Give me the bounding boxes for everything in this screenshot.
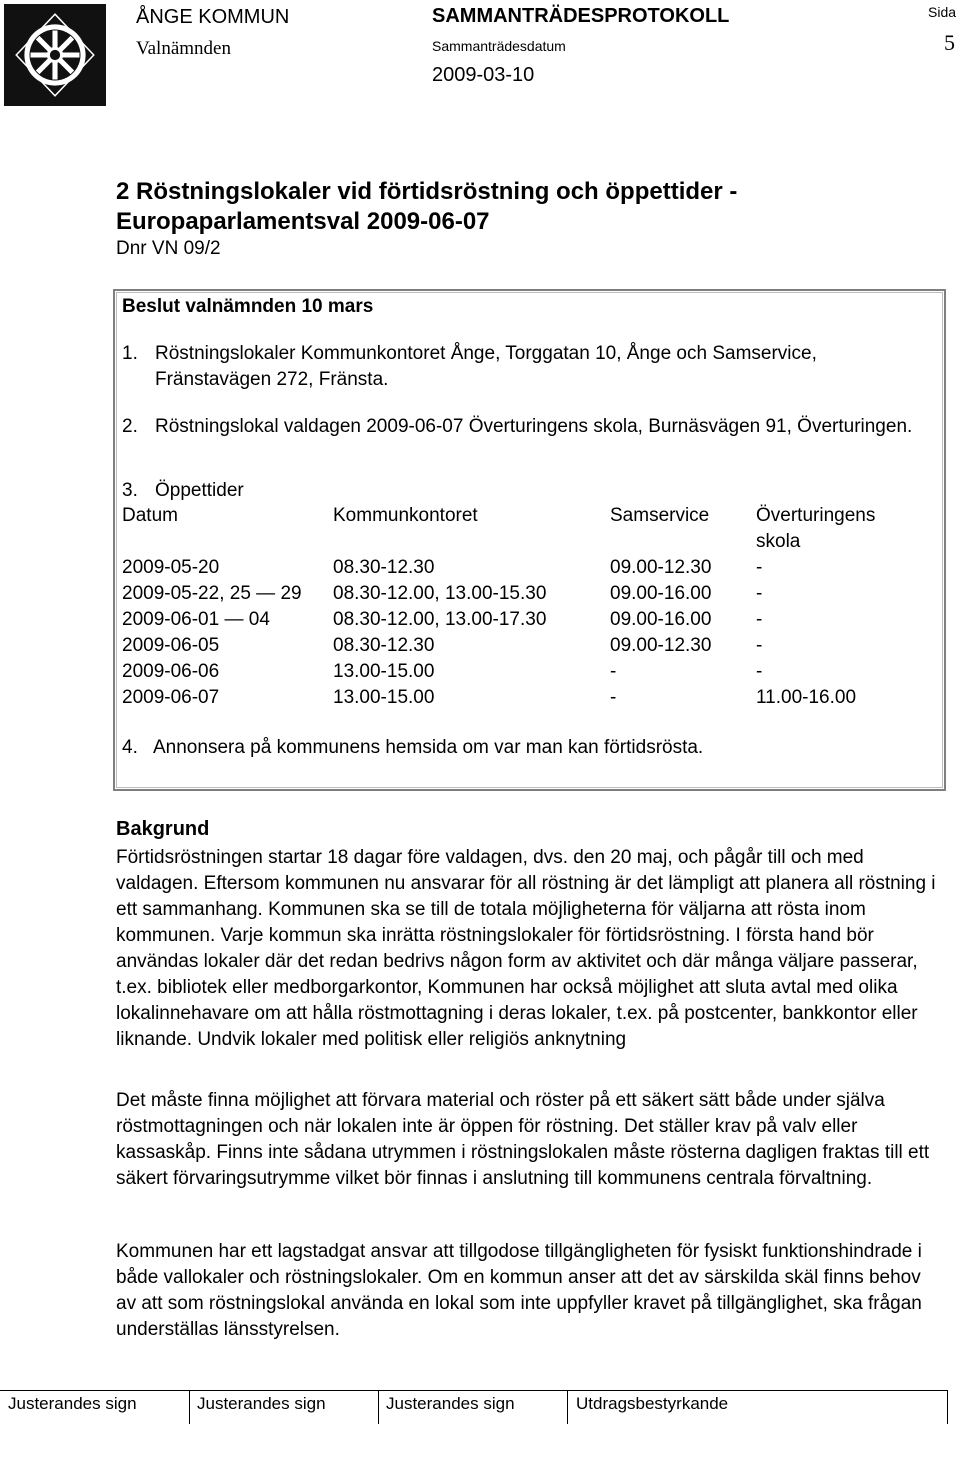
table-header-kommunkontoret: Kommunkontoret — [333, 505, 478, 526]
footer-sign-field: Justerandes sign — [386, 1394, 515, 1413]
decision-item-number: 1. — [122, 343, 138, 364]
footer-certification-field: Utdragsbestyrkande — [576, 1394, 729, 1413]
table-cell: 09.00-16.00 — [610, 609, 712, 630]
table-cell: - — [756, 557, 763, 578]
page-number: 5 — [944, 30, 955, 55]
org-name: ÅNGE KOMMUN — [136, 6, 290, 28]
table-cell: 09.00-16.00 — [610, 583, 712, 604]
decision-item-number: 2. — [122, 416, 138, 437]
decision-item-text: Öppettider — [155, 480, 244, 501]
footer-separator — [947, 1390, 948, 1424]
table-cell: - — [756, 609, 763, 630]
section-title: 2 Röstningslokaler vid förtidsröstning och öppettider - Europaparlamentsval 2009-06-07 — [116, 178, 738, 235]
table-header-overturingens: Överturingens skola — [756, 505, 876, 552]
table-cell: 09.00-12.30 — [610, 635, 712, 656]
decision-item-text: Röstningslokal valdagen 2009-06-07 Överturingens skola, Burnäsvägen 91, Överturingen. — [155, 416, 913, 437]
meeting-date: 2009-03-10 — [432, 64, 535, 86]
department-name: Valnämnden — [136, 38, 231, 59]
decision-heading: Beslut valnämnden 10 mars — [122, 296, 374, 317]
table-cell: - — [610, 661, 617, 682]
table-cell: 08.30-12.00, 13.00-15.30 — [333, 583, 547, 604]
table-header-date: Datum — [122, 505, 178, 526]
table-cell: 13.00-15.00 — [333, 661, 435, 682]
table-cell: 09.00-12.30 — [610, 557, 712, 578]
case-number: Dnr VN 09/2 — [116, 238, 221, 259]
table-cell: 2009-06-06 — [122, 661, 220, 682]
table-cell: 2009-06-05 — [122, 635, 220, 656]
background-heading: Bakgrund — [116, 818, 210, 840]
table-cell: 2009-06-01 — 04 — [122, 609, 270, 630]
table-cell: - — [756, 635, 763, 656]
background-paragraph: Kommunen har ett lagstadgat ansvar att tillgodose tillgängligheten för fysiskt funktionshindrade i både vallokaler och röstningslokaler. Om en kommun anser att det av särskilda skäl finns behov av att som röstningslokal använda en lokal som inte uppfyller kravet på tillgänglighet, ska frågan underställas länsstyrelsen. — [116, 1241, 922, 1340]
table-cell: - — [756, 661, 763, 682]
table-cell: 11.00-16.00 — [756, 687, 857, 708]
table-cell: 2009-06-07 — [122, 687, 220, 708]
municipality-logo-icon — [4, 4, 106, 106]
table-cell: 08.30-12.00, 13.00-17.30 — [333, 609, 547, 630]
decision-item-number: 3. — [122, 480, 138, 501]
decision-item-text: Röstningslokaler Kommunkontoret Ånge, Torggatan 10, Ånge och Samservice, Fränstavägen 272, Fränsta. — [155, 343, 817, 390]
footer-separator — [567, 1390, 568, 1424]
background-paragraph: Förtidsröstningen startar 18 dagar före valdagen, dvs. den 20 maj, och pågår till och med valdagen. Eftersom kommunen nu ansvarar för all röstning är det lämpligt att planera all röstning i ett sammanhang. Kommunen ska se till de totala möjligheterna för väljarna att rösta inom kommunen. Varje kommun ska inrätta röstningslokaler för förtidsröstning. I första hand bör användas lokaler där det redan bedrivs någon form av aktivitet och där många väljare passerar, t.ex. bibliotek eller medborgarkontor, Kommunen har också möjlighet att sluta avtal med olika lokalinnehavare om att hålla röstmottagning i deras lokaler, t.ex. på postcenter, bankkontor eller liknande. Undvik lokaler med politisk eller religiös anknytning — [116, 847, 936, 1050]
background-paragraph: Det måste finna möjlighet att förvara material och röster på ett säkert sätt både under själva röstmottagningen och när lokalen inte är öppen för röstning. Det ställer krav på valv eller kassaskåp. Finns inte sådana utrymmen i röstningslokalen måste rösterna dagligen fraktas till ett säkert förvaringsutrymme vilket bör finnas i anslutning till kommunens centrala förvaltning. — [116, 1090, 930, 1189]
table-cell: - — [610, 687, 617, 708]
footer-sign-field: Justerandes sign — [197, 1394, 326, 1413]
decision-item-text: Annonsera på kommunens hemsida om var man kan förtidsrösta. — [153, 737, 704, 758]
footer-sign-field: Justerandes sign — [8, 1394, 137, 1413]
document-type: SAMMANTRÄDESPROTOKOLL — [432, 5, 730, 27]
footer-separator — [378, 1390, 379, 1424]
table-cell: 08.30-12.30 — [333, 635, 435, 656]
table-header-samservice: Samservice — [610, 505, 710, 526]
table-cell: 2009-05-20 — [122, 557, 220, 578]
page-label: Sida — [928, 4, 957, 20]
table-cell: 13.00-15.00 — [333, 687, 435, 708]
table-cell: 08.30-12.30 — [333, 557, 435, 578]
table-cell: 2009-05-22, 25 — 29 — [122, 583, 302, 604]
table-cell: - — [756, 583, 763, 604]
meeting-date-label: Sammanträdesdatum — [432, 38, 566, 54]
decision-item-number: 4. — [122, 737, 138, 758]
footer-separator — [189, 1390, 190, 1424]
footer-divider — [0, 1390, 948, 1391]
